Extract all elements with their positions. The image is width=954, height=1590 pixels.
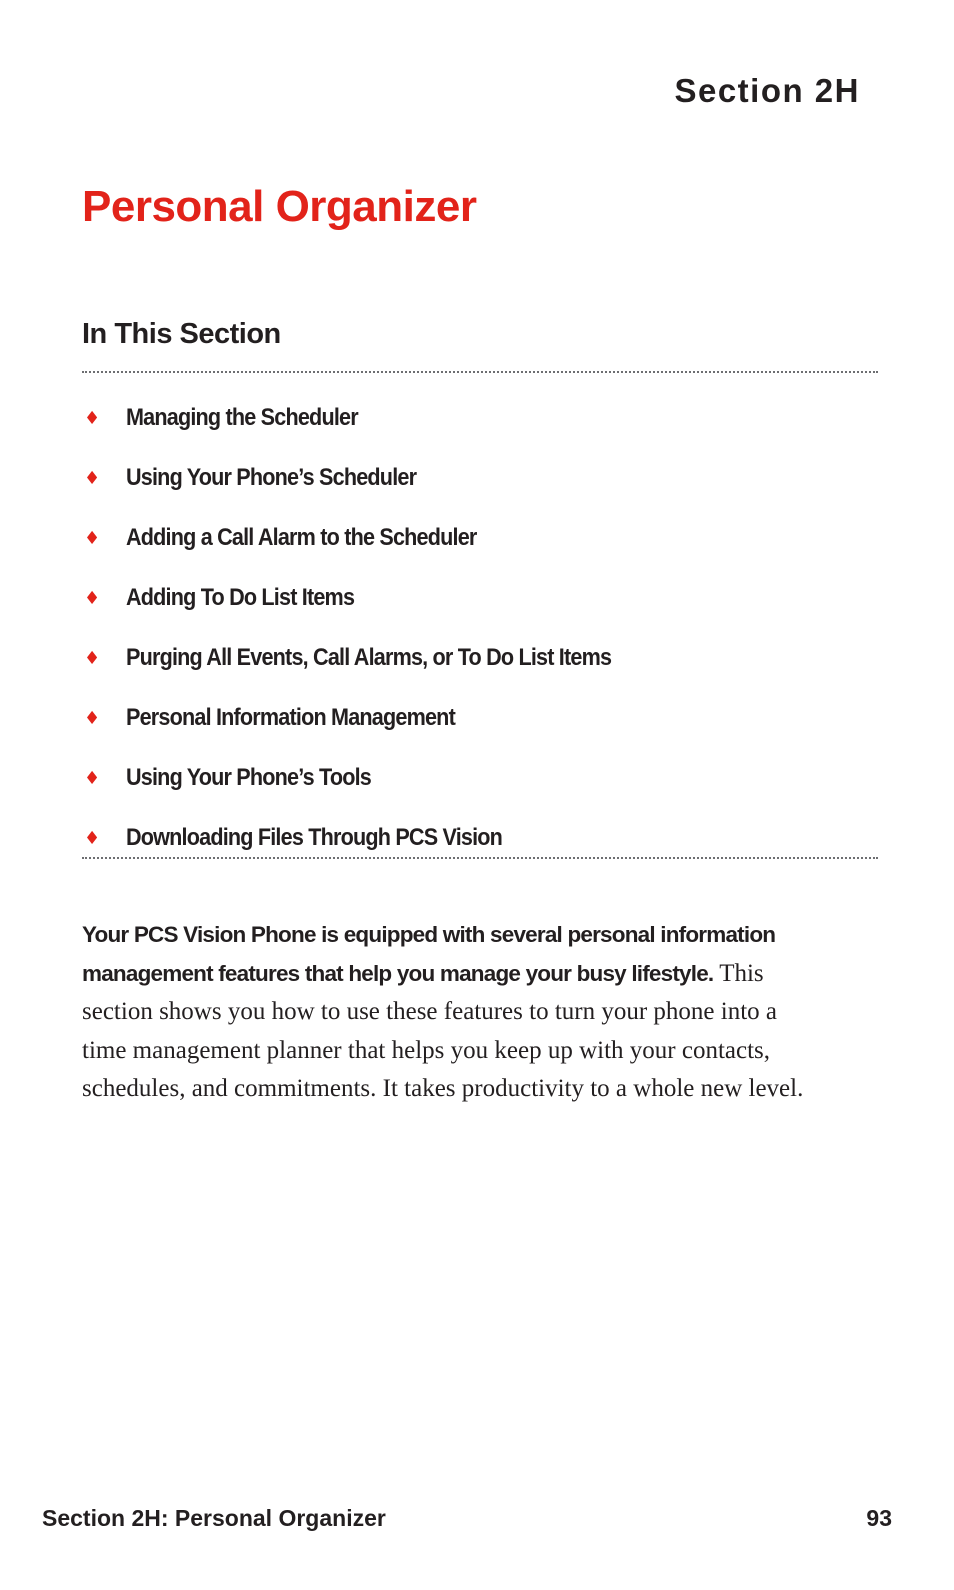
red-diamond-icon: ♦ (84, 767, 101, 789)
list-item (82, 568, 878, 628)
red-diamond-icon: ♦ (84, 647, 101, 669)
red-diamond-icon: ♦ (84, 707, 101, 729)
list-item-label: Using Your Phone’s Tools (126, 764, 371, 791)
list-item-label: Adding a Call Alarm to the Scheduler (126, 524, 477, 551)
page-title: Personal Organizer (82, 182, 477, 231)
list-item-label: Using Your Phone’s Scheduler (126, 464, 417, 491)
list-item-label: Managing the Scheduler (126, 404, 358, 431)
intro-body-text: This section shows you how to use these features to turn your phone into a time management planner that helps you keep up with your contacts, schedules, and commitments. It takes productivity to a whole new level. (82, 959, 804, 1102)
list-item (82, 808, 878, 868)
list-item-label: Personal Information Management (126, 704, 455, 731)
dotted-rule-bottom (82, 857, 878, 859)
intro-paragraph (82, 916, 822, 1109)
red-diamond-icon: ♦ (84, 467, 101, 489)
list-item (82, 508, 878, 568)
footer-section-title: Section 2H: Personal Organizer (42, 1505, 386, 1531)
red-diamond-icon: ♦ (84, 527, 101, 549)
intro-lead-text: Your PCS Vision Phone is equipped with several personal information management features that help you manage your busy lifestyle. (82, 922, 776, 986)
list-item-label: Adding To Do List Items (126, 584, 355, 611)
list-item (82, 448, 878, 508)
red-diamond-icon: ♦ (84, 407, 101, 429)
section-label: Section 2H (674, 72, 860, 109)
red-diamond-icon: ♦ (84, 827, 101, 849)
list-item (82, 688, 878, 748)
section-contents-list (82, 388, 878, 868)
dotted-rule-top (82, 371, 878, 373)
in-this-section-heading: In This Section (82, 318, 281, 350)
list-item-label: Downloading Files Through PCS Vision (126, 824, 503, 851)
red-diamond-icon: ♦ (84, 587, 101, 609)
list-item (82, 388, 878, 448)
list-item-label: Purging All Events, Call Alarms, or To Do List Items (126, 644, 612, 671)
page-number: 93 (866, 1505, 892, 1531)
list-item (82, 748, 878, 808)
list-item (82, 628, 878, 688)
